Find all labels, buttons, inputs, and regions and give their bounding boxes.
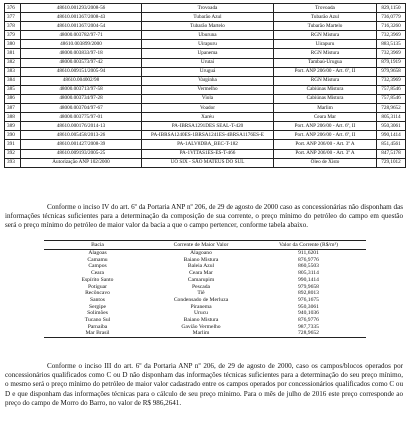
price-value: 728,9652 [377,104,406,113]
row-number: 391 [5,140,21,149]
basin-name: Campos [88,263,107,270]
basin-name: Potiguar [88,283,107,290]
stream-name: Marlim [151,330,251,337]
field-name: PA-1VITAS1ES-ES-T-466 [142,149,274,158]
field-name: Uruguá [142,67,274,76]
basin-name: Mar Brasil [44,330,151,337]
process-number: 48610.005458/2013-26 [21,131,142,140]
stream-value: 805,3114 [298,270,319,277]
price-value: 990,1414 [377,131,406,140]
row-number: 393 [5,158,21,167]
reference-stream: Cabiúnas Mistura [274,94,377,103]
reference-stream: Marlim [274,104,377,113]
process-number: 48000.003833/97-18 [21,49,142,58]
stream-value: 728,9652 [251,330,366,337]
process-number: 48610.009151/2005-94 [21,67,142,76]
basin-price-table [44,240,366,338]
stream-value: 987,7335 [298,323,319,330]
table-row [5,122,406,131]
price-value: 732,3969 [377,49,406,58]
process-number: 48000.003734/97-28 [21,94,142,103]
reference-stream: Port. ANP 206/00 - Art. 3º A [274,149,377,158]
table-row [5,85,406,94]
paragraph-inciso-iv: Conforme o inciso IV do art. 6º da Portaria ANP nº 206, de 29 de agosto de 2000 caso as concessionárias não disponham das informações técnicas suficientes para a determinação da composição de sua corrente, o preço mínimo do petróleo do campo em questão será o preço mínimo do petróleo de maior valor da bacia a que o campo pertencer, conforme tabela abaixo. [5,203,403,230]
price-value: 736,0779 [377,13,406,22]
row-number: 390 [5,131,21,140]
stream-name: Pescada [191,283,211,290]
table-row [44,263,366,270]
price-value: 805,3114 [377,113,406,122]
reference-stream: RGN Mistura [274,76,377,85]
stream-name: Baleia Azul [187,263,215,270]
reference-stream: Óleo de Xisto [274,158,377,167]
price-value: 950,3061 [377,122,406,131]
price-value: 829,1150 [377,4,406,13]
price-value: 883,5135 [377,40,406,49]
reference-stream: Port. ANP 206/00 - Art. 6º, II [274,67,377,76]
field-name: Uirapuru [142,40,274,49]
table-row [5,94,406,103]
stream-name: Condensado de Merluza [173,296,229,303]
process-number: 48610.000176/2014-13 [21,122,142,131]
stream-name: Piranema [190,303,212,310]
price-value: 757,8546 [377,85,406,94]
table-row [44,297,366,304]
basin-name: Parnaíba [87,323,108,330]
table-header-row [44,241,366,250]
basin-name: Ceara [90,270,105,277]
process-number: 48610.001367/2004-54 [21,22,142,31]
row-number: 385 [5,85,21,94]
price-value: 732,3969 [377,31,406,40]
price-value: 847,5178 [377,149,406,158]
stream-name: Gavião Vermelho [181,323,221,330]
table-row [5,22,406,31]
reference-stream: Tambaú-Urugua [274,58,377,67]
row-number: 376 [5,4,21,13]
header-bacia: Bacia [44,241,151,250]
field-name: Trovoada [142,4,274,13]
basin-name: Alagoas [88,250,107,257]
field-name: Urutaí [142,58,274,67]
stream-name: Baiano Mistura [183,316,219,323]
stream-name: Urucu [194,310,208,317]
field-name: UO SIX - SÃO MATEUS DO SUL [142,158,274,167]
stream-name: Alagoano [190,250,212,257]
row-number: 389 [5,122,21,131]
field-name: Varginha [142,76,274,85]
row-number: 387 [5,104,21,113]
process-number: 48000.003713/97-58 [21,85,142,94]
process-number: 48610.009193/2005-25 [21,149,142,158]
basin-name: Solimões [87,310,108,317]
field-name: Tubarão Martelo [142,22,274,31]
basin-name: Sergipe [89,303,106,310]
field-price-table [4,3,406,168]
basin-name: Recôncavo [85,290,110,297]
stream-name: Ceara Mar [189,270,213,277]
table-row [44,310,366,317]
table-row [5,31,406,40]
table-row [44,290,366,297]
process-number: 48610.001367/2008-43 [21,13,142,22]
row-number: 380 [5,40,21,49]
process-number: 48610.003899/2000 [21,40,142,49]
stream-value: 860,5503 [298,263,319,270]
price-value: 979,9658 [377,67,406,76]
table-row [5,67,406,76]
table-row [5,131,406,140]
header-corrente: Corrente de Maior Valor [151,241,251,250]
table-row [44,270,366,277]
table-row [5,149,406,158]
field-name: Viola [142,94,274,103]
reference-stream: Tubarão Martelo [274,22,377,31]
process-number: 48000.003573/97-42 [21,58,142,67]
process-number: 48000.003782/97-71 [21,31,142,40]
row-number: 382 [5,58,21,67]
field-name: PA-IBRSA1291DES SEAL-T-420 [142,122,274,131]
stream-value: 976,1675 [298,296,319,303]
basin-name: Camamu [87,256,108,263]
stream-value: 876,9776 [298,316,319,323]
table-row [5,140,406,149]
table-row [5,113,406,122]
reference-stream: RGN Mistura [274,49,377,58]
stream-value: 990,1414 [298,276,319,283]
table-row [5,49,406,58]
field-name: PA-IBRSA1240ES-1BRSA1241ES-4BRSA1176ES-E [142,131,274,140]
row-number: 379 [5,31,21,40]
process-number: 48610.001293/2008-56 [21,4,142,13]
field-name: Uburuna [142,31,274,40]
reference-stream: Ceara Mar [274,113,377,122]
price-value: 851,4561 [377,140,406,149]
stream-value: 911,6201 [298,250,319,257]
table-row [5,104,406,113]
stream-value: 940,1036 [298,310,319,317]
basin-name: Espírito Santo [81,276,114,283]
reference-stream: Uirapuru [274,40,377,49]
stream-name: Tiê [197,290,205,297]
row-number: 383 [5,67,21,76]
table-row [44,257,366,264]
price-value: 879,1919 [377,58,406,67]
table-row [44,250,366,257]
basin-name: Tucano Sul [84,316,111,323]
stream-value: 979,9658 [298,283,319,290]
field-name: Voador [142,104,274,113]
process-number: 48610.004002/98 [21,76,142,85]
row-number: 388 [5,113,21,122]
stream-value: 876,9776 [298,256,319,263]
row-number: 386 [5,94,21,103]
process-number: 48000.003775/97-01 [21,113,142,122]
price-value: 732,3969 [377,76,406,85]
table-row [44,304,366,311]
stream-value: 950,3061 [298,303,319,310]
table-row [44,283,366,290]
table-row [5,13,406,22]
reference-stream: Cabiúnas Mistura [274,85,377,94]
process-number: Autorização ANP 102/2000 [21,158,142,167]
reference-stream: Port. ANP 206/00 - Art. 3º A [274,140,377,149]
price-value: 729,1012 [377,158,406,167]
table-row [44,317,366,324]
row-number: 392 [5,149,21,158]
header-valor: Valor da Corrente (R$/m³) [251,241,366,250]
process-number: 48000.003704/97-67 [21,104,142,113]
table-row [44,324,366,331]
table-row [5,158,406,167]
table-row [5,58,406,67]
row-number: 381 [5,49,21,58]
field-name: Tubarão Azul [142,13,274,22]
basin-name: Santos [90,296,105,303]
row-number: 378 [5,22,21,31]
table-row [5,40,406,49]
field-name: Vermelho [142,85,274,94]
table-row [44,277,366,284]
row-number: 377 [5,13,21,22]
reference-stream: Trovoada [274,4,377,13]
stream-value: 892,8013 [298,290,319,297]
price-value: 757,8546 [377,94,406,103]
price-value: 716,3260 [377,22,406,31]
field-name: Xaréu [142,113,274,122]
reference-stream: Port. ANP 206/00 - Art. 6º, II [274,131,377,140]
reference-stream: Port. ANP 206/00 - Art. 6º, II [274,122,377,131]
row-number: 384 [5,76,21,85]
process-number: 48610.001427/2008-39 [21,140,142,149]
paragraph-inciso-iii: Conforme o inciso III do art. 6º da Portaria ANP nº 206, de 29 de agosto de 2000, caso os campos/blocos operados por concessionários qualificados como C ou D não disponham das informações técnicas suficientes para a determinação do seu preço mínimo, o mesmo será o preço mínimo do petróleo de maior valor cadastrado entre os campos operados por concessionários qualificados como C ou D e que disponham das informações técnicas para o cálculo de seu preço mínimo. Para o mês de julho de 2016 este preço corresponde ao preço do campo de Morro do Barro, no valor de R$ 986,2641. [5,362,403,407]
field-name: PA-1ALV8DBA_BEC-T-182 [142,140,274,149]
table-row [44,330,366,337]
stream-name: Camarupim [187,276,215,283]
stream-name: Baiano Mistura [183,256,219,263]
reference-stream: RGN Mistura [274,31,377,40]
table-row [5,4,406,13]
table-row [5,76,406,85]
field-name: Upanema [142,49,274,58]
reference-stream: Tubarão Azul [274,13,377,22]
